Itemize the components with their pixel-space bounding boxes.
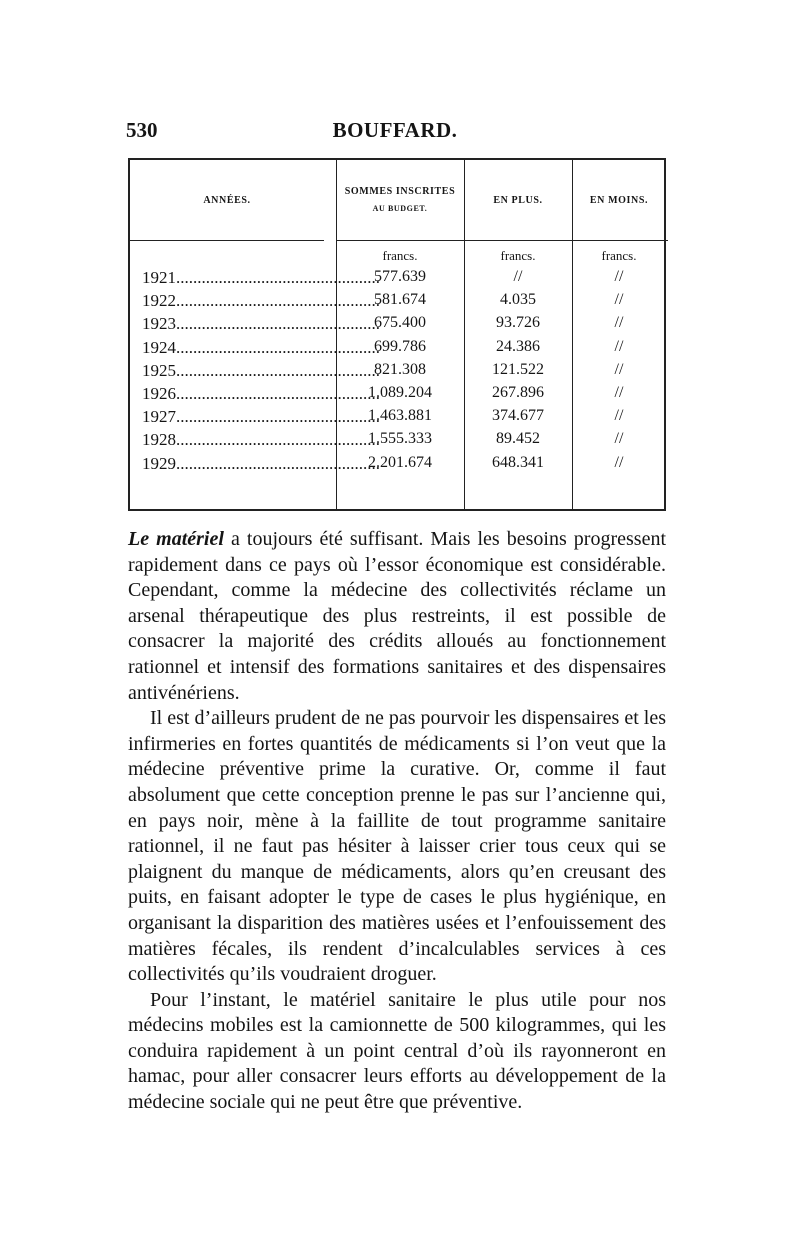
plus-cell: 267.896 (492, 384, 544, 401)
minus-cell: // (614, 430, 624, 448)
table-row (130, 338, 668, 360)
leader-dots: ................................................ (176, 360, 380, 380)
leader-dots: ................................................ (176, 291, 380, 311)
plus-cell: 89.452 (496, 430, 540, 448)
minus-cell: // (614, 337, 624, 355)
running-header (126, 118, 664, 146)
year-cell: 1929................................................ (142, 453, 380, 473)
year-cell: 1925................................................ (142, 360, 380, 380)
table-row (130, 291, 668, 313)
plus-cell: 648.341 (492, 453, 544, 471)
year-cell: 1924................................................ (142, 337, 380, 357)
table-row (130, 268, 668, 290)
budget-cell: 581.674 (374, 291, 426, 309)
header-rule (336, 240, 668, 241)
unit-budget: francs. (382, 248, 418, 263)
paragraph: Pour l’instant, le matériel sanitaire le plus utile pour nos médecins mobiles est la camionnette de 500 kilogrammes, qui les conduira rapidement à un point central d’où ils rayonneront en hamac, pour aller consacrer leurs efforts au développement de la médecine sociale qui ne peut être que préventive. (128, 988, 666, 1114)
budget-cell: 577.639 (374, 268, 426, 285)
minus-cell: // (614, 268, 624, 285)
year-cell: 1921................................................ (142, 268, 380, 287)
table-row (130, 384, 668, 406)
budget-cell: 699.786 (374, 337, 426, 355)
budget-cell: 821.308 (374, 360, 426, 378)
table-row (130, 407, 668, 429)
plus-cell: 4.035 (500, 291, 536, 309)
leader-dots: ................................................ (176, 268, 380, 287)
leader-dots: ................................................ (176, 337, 380, 357)
budget-cell: 675.400 (374, 314, 426, 332)
year-cell: 1928................................................ (142, 430, 380, 450)
emphasis: Le matériel (128, 528, 224, 550)
plus-cell: 93.726 (496, 314, 540, 332)
budget-cell: 1.555.333 (368, 430, 432, 448)
table-row (130, 430, 668, 452)
leader-dots: ................................................ (176, 314, 380, 334)
running-title: BOUFFARD. (332, 118, 458, 142)
budget-cell: 2.201.674 (368, 453, 432, 471)
header-years: ANNÉES. (203, 194, 251, 206)
unit-plus: francs. (500, 248, 536, 263)
header-rule (130, 240, 324, 241)
plus-cell: 24.386 (496, 337, 540, 355)
table-row (130, 314, 668, 336)
plus-cell: // (513, 268, 523, 285)
header-budget: SOMMES INSCRITES AU BUDGET. (344, 186, 456, 213)
year-cell: 1927................................................ (142, 407, 380, 427)
plus-cell: 121.522 (492, 360, 544, 378)
table-row (130, 454, 668, 476)
header-plus: EN PLUS. (493, 194, 543, 206)
body-text (128, 527, 666, 1116)
minus-cell: // (614, 314, 624, 332)
minus-cell: // (614, 291, 624, 309)
budget-cell: 1.089.204 (368, 384, 432, 401)
header-minus: EN MOINS. (589, 194, 649, 206)
minus-cell: // (614, 407, 624, 425)
minus-cell: // (614, 360, 624, 378)
budget-cell: 1.463.881 (368, 407, 432, 425)
unit-minus: francs. (601, 248, 637, 263)
leader-dots: ................................................ (176, 407, 380, 427)
year-cell: 1926................................................ (142, 384, 380, 403)
minus-cell: // (614, 453, 624, 471)
table-row (130, 361, 668, 383)
plus-cell: 374.677 (492, 407, 544, 425)
leader-dots: ................................................ (176, 430, 380, 450)
minus-cell: // (614, 384, 624, 401)
page-number: 530 (126, 118, 158, 142)
year-cell: 1923................................................ (142, 314, 380, 334)
paragraph: Il est d’ailleurs prudent de ne pas pourvoir les dispensaires et les infirmeries en fortes quantités de médicaments si l’on veut que la médecine préventive prime la curative. Or, comme il faut absolument que cette conception prenne le pas sur l’ancienne qui, en pays noir, mène à la faillite de tout programme sanitaire rationnel, il ne faut pas hésiter à laisser crier tous ceux qui se plaignent du manque de médicaments, alors qu’en creusant des puits, en faisant adopter le type de cases le plus hygiénique, en organisant la disparition des matières usées et l’enfouissement des matières fécales, ils rendent d’incalculables services à ces collectivités qu’ils voudraient droguer. (128, 707, 666, 986)
budget-table (128, 158, 666, 511)
leader-dots: ................................................ (176, 384, 380, 403)
leader-dots: ................................................ (176, 453, 380, 473)
paragraph: Le matériel a toujours été suffisant. Mais les besoins progressent rapidement dans ce pays où l’essor économique est considérable. Cependant, comme la médecine des collectivités réclame un arsenal thérapeutique des plus restreints, il est possible de consacrer la majorité des crédits alloués au fonctionnement rationnel et intensif des formations sanitaires et des dispensaires antivénériens. (128, 528, 666, 704)
year-cell: 1922................................................ (142, 291, 380, 311)
